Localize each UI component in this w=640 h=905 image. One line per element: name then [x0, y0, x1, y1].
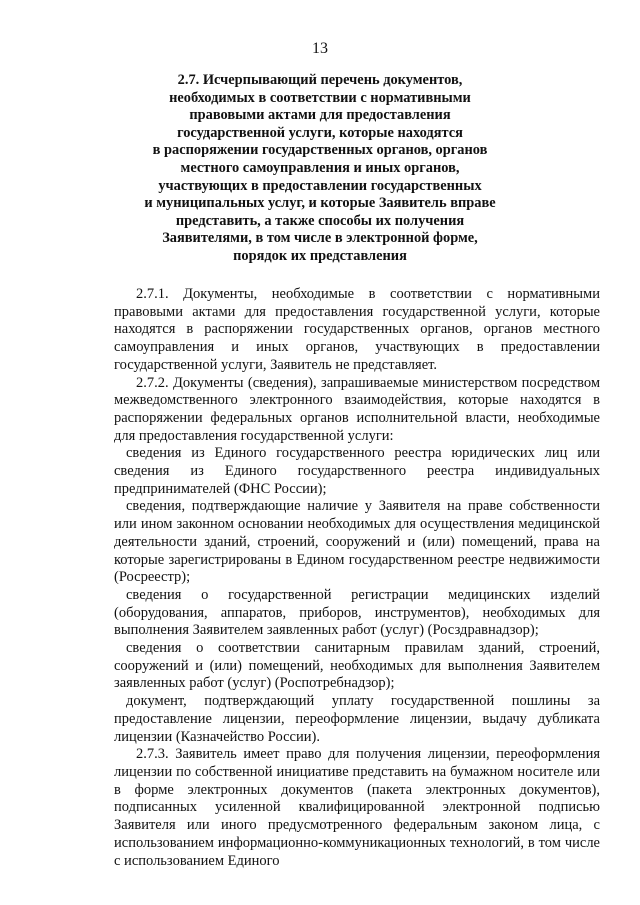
list-item-rosreestr: сведения, подтверждающие наличие у Заявителя на праве собственности или ином законном основании необходимых для осуществления медицинской деятельности зданий, строений, сооружений и (или) помещений, права на которые зарегистрированы в Едином государственном реестре недвижимости (Росреестр); [114, 498, 600, 586]
heading-line: представить, а также способы их получения [175, 212, 465, 229]
list-item-fns: сведения из Единого государственного реестра юридических лиц или сведения из Единого государственного реестра индивидуальных предпринимателей (ФНС России); [114, 445, 600, 497]
heading-line: в распоряжении государственных органов, органов [152, 142, 488, 159]
paragraph-2-7-1: 2.7.1. Документы, необходимые в соответствии с нормативными правовыми актами для предоставления государственной услуги, которые находятся в распоряжении государственных органов, органов местного самоуправления и иных органов, участвующих в предоставлении государственной услуги, Заявитель не представляет. [114, 286, 600, 373]
heading-line: государственной услуги, которые находятся [177, 124, 463, 141]
heading-line: и муниципальных услуг, и которые Заявитель вправе [144, 195, 496, 212]
page-number: 13 [312, 40, 328, 57]
heading-line: необходимых в соответствии с нормативными [169, 89, 471, 106]
heading-line: Заявителями, в том числе в электронной форме, [162, 230, 478, 247]
list-item-roszdravnadzor: сведения о государственной регистрации медицинских изделий (оборудования, аппаратов, приборов, инструментов), необходимых для выполнения Заявителем заявленных работ (услуг) (Росздравнадзор); [114, 586, 600, 639]
paragraph-2-7-3: 2.7.3. Заявитель имеет право для получения лицензии, переоформления лицензии по собственной инициативе представить на бумажном носителе или в форме электронных документов (пакета электронных документов), подписанных усиленной квалифицированной электронной подписью Заявителя или иного предусмотренного федеральным законом лица, с использованием информационно-коммуникационных технологий, в том числе с использованием Единого [114, 746, 600, 869]
heading-line: местного самоуправления и иных органов, [180, 159, 460, 176]
section-heading [90, 72, 550, 266]
heading-line: порядок их представления [233, 247, 407, 264]
paragraph-2-7-2: 2.7.2. Документы (сведения), запрашиваемые министерством посредством межведомственного электронного взаимодействия, которые находятся в распоряжении федеральных органов исполнительной власти, необходимые для предоставления государственной услуги: [114, 374, 600, 444]
list-item-rospotrebnadzor: сведения о соответствии санитарным правилам зданий, строений, сооружений и (или) помещений, необходимых для выполнения Заявителем заявленных работ (услуг) (Роспотребнадзор); [114, 640, 600, 692]
list-item-kaznacheystvo: документ, подтверждающий уплату государственной пошлины за предоставление лицензии, переоформление лицензии, выдачу дубликата лицензии (Казначейство России). [114, 693, 600, 745]
heading-line: правовыми актами для предоставления [189, 107, 451, 124]
heading-line: участвующих в предоставлении государственных [158, 177, 482, 194]
heading-line: 2.7. Исчерпывающий перечень документов, [177, 72, 463, 88]
document-body [114, 286, 600, 870]
